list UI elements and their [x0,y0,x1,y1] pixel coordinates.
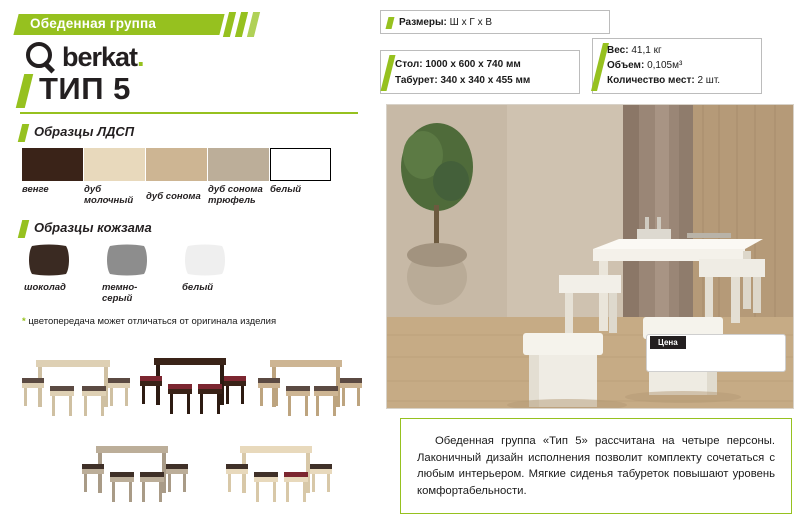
variant-thumbnails [8,336,368,518]
banner-title: Обеденная группа [30,16,157,31]
color-disclaimer-text: цветопередача может отличаться от оригинала изделия [28,316,277,327]
leather-swatch-white[interactable] [182,244,228,276]
brand-dot: . [137,41,144,72]
table-value: 1000 x 600 x 740 мм [425,59,521,70]
ldsp-label-oak-milk-2: молочный [84,195,134,206]
volume-value: 0,105м³ [647,60,683,71]
leather-label-dark-gray-1: темно- [102,282,138,293]
table-label: Стол: [395,59,423,70]
spec-tab-decor [386,17,395,29]
ldsp-section-title: Образцы ЛДСП [34,124,135,139]
volume-line [607,58,682,73]
weight-label: Вес: [607,45,629,56]
description-text: Обеденная группа «Тип 5» рассчитана на четыре персоны. Лаконичный дизайн исполнения позволит комплекту сочетаться с любым интерьером. Мягкие сиденья табуреток повышают уровень комфортабельности. [417,435,775,497]
spec-tab-decor [381,55,396,91]
weight-value: 41,1 кг [631,45,662,56]
left-column [0,0,372,526]
stool-label: Табурет: [395,75,438,86]
berkat-logo-icon [24,40,58,74]
description-box [400,418,792,514]
thumb-variant-2 [140,358,246,414]
seats-line [607,73,720,88]
thumb-variant-1 [22,360,130,416]
ldsp-swatch-oak-sonoma[interactable] [146,148,207,181]
model-title: ТИП 5 [39,71,131,106]
thumb-variant-3 [258,360,362,416]
table-stool-box [380,50,580,94]
ldsp-label-oak-milk-1: дуб [84,184,102,195]
brand-logo [24,40,144,74]
ldsp-swatch-row [22,148,332,181]
thumb-variant-4 [82,446,188,502]
section-tab-decor [18,220,29,238]
leather-section-title: Образцы кожзама [34,220,152,235]
brand-name: berkat [62,41,138,72]
seats-label: Количество мест: [607,75,695,86]
table-dimension-line [395,57,521,72]
dimensions-value: Ш х Г х В [449,17,493,28]
leather-label-dark-gray-2: серый [102,293,133,304]
ldsp-swatch-oak-sonoma-truffle[interactable] [208,148,269,181]
ldsp-swatch-venge[interactable] [22,148,83,181]
color-disclaimer [22,316,276,327]
ldsp-label-venge: венге [22,184,49,195]
section-tab-decor [18,124,29,142]
leather-label-white: белый [182,282,214,293]
asterisk-icon: * [22,316,26,327]
ldsp-label-truffle-2: трюфель [208,195,256,206]
stool-value: 340 x 340 x 455 мм [440,75,531,86]
weight-line [607,43,662,58]
banner-slashes-decor [226,12,296,38]
dimensions-header-line [399,15,492,30]
ldsp-label-white: белый [270,184,302,195]
price-label: Цена [650,336,686,349]
thumb-variant-5 [226,446,332,502]
ldsp-swatch-white[interactable] [270,148,331,181]
model-row [20,72,131,108]
dimensions-header-box [380,10,610,34]
volume-label: Объем: [607,60,645,71]
leather-swatch-chocolate[interactable] [26,244,72,276]
stool-dimension-line [395,73,530,88]
leather-swatch-dark-gray[interactable] [104,244,150,276]
ldsp-label-truffle-1: дуб сонома [208,184,263,195]
ldsp-swatch-oak-milk[interactable] [84,148,145,181]
dimensions-label: Размеры: [399,17,447,28]
ldsp-label-oak-sonoma: дуб сонома [146,191,201,202]
divider-top [20,112,358,114]
weight-volume-box [592,38,762,94]
leather-label-chocolate: шоколад [24,282,66,293]
model-slash-decor [16,74,33,108]
seats-value: 2 шт. [697,75,721,86]
